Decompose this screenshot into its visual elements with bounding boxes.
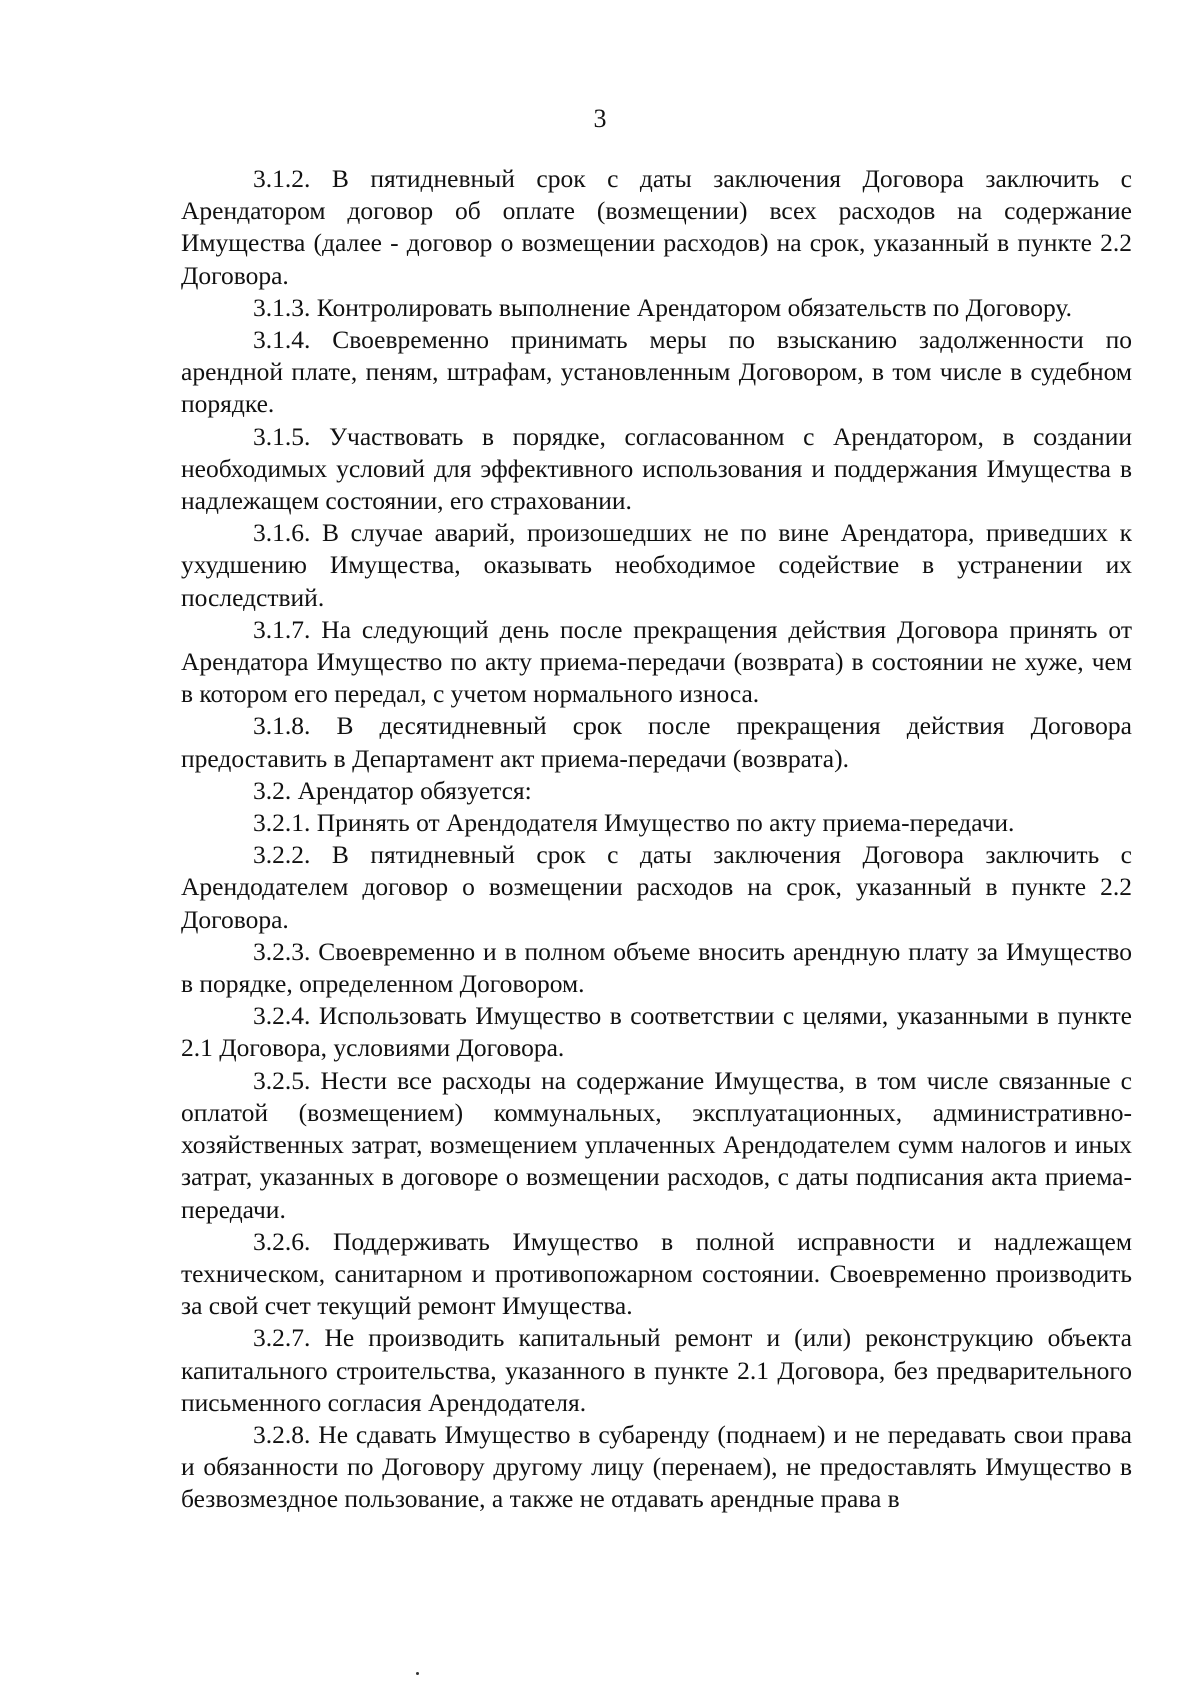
paragraph-3-2-2: 3.2.2. В пятидневный срок с даты заключения Договора заключить с Арендодателем договор о возмещении расходов на срок, указанный в пункте 2.2 Договора.	[181, 840, 1132, 934]
paragraph-3-2: 3.2. Арендатор обязуется:	[253, 775, 532, 805]
paragraph-3-1-2: 3.1.2. В пятидневный срок с даты заключения Договора заключить с Арендатором договор об оплате (возмещении) всех расходов на содержание Имущества (далее - договор о возмещении расходов) на срок, указанный в пункте 2.2 Договора.	[181, 164, 1132, 290]
paragraph-3-1-4: 3.1.4. Своевременно принимать меры по взысканию задолженности по арендной плате, пеням, штрафам, установленным Договором, в том числе в судебном порядке.	[181, 325, 1132, 419]
paragraph-3-2-7: 3.2.7. Не производить капитальный ремонт и (или) реконструкцию объекта капитального строительства, указанного в пункте 2.1 Договора, без предварительного письменного согласия Арендодателя.	[181, 1323, 1132, 1417]
page-number: 3	[593, 104, 607, 133]
paragraph-3-1-8: 3.1.8. В десятидневный срок после прекращения действия Договора предоставить в Департамент акт приема-передачи (возврата).	[181, 711, 1132, 773]
paragraph-3-1-7: 3.1.7. На следующий день после прекращения действия Договора принять от Арендатора Имущество по акту приема-передачи (возврата) в состоянии не хуже, чем в котором его передал, с учетом нормального износа.	[181, 614, 1132, 709]
scan-speck	[416, 1672, 419, 1675]
paragraph-3-2-3: 3.2.3. Своевременно и в полном объеме вносить арендную плату за Имущество в порядке, определенном Договором.	[181, 936, 1132, 999]
paragraph-3-2-1: 3.2.1. Принять от Арендодателя Имущество по акту приема-передачи.	[253, 808, 1015, 838]
paragraph-3-1-5: 3.1.5. Участвовать в порядке, согласованном с Арендатором, в создании необходимых условий для эффективного использования и поддержания Имущества в надлежащем состоянии, его страховании.	[181, 421, 1132, 516]
paragraph-3-2-6: 3.2.6. Поддерживать Имущество в полной исправности и надлежащем техническом, санитарном и противопожарном состоянии. Своевременно производить за свой счет текущий ремонт Имущества.	[181, 1226, 1132, 1321]
paragraph-3-2-4: 3.2.4. Использовать Имущество в соответствии с целями, указанными в пункте 2.1 Договора, условиями Договора.	[181, 1001, 1132, 1063]
paragraph-3-1-3: 3.1.3. Контролировать выполнение Арендатором обязательств по Договору.	[253, 292, 1072, 322]
paragraph-3-2-5: 3.2.5. Нести все расходы на содержание Имущества, в том числе связанные с оплатой (возмещением) коммунальных, эксплуатационных, административно-хозяйственных затрат, возмещением уплаченных Арендодателем сумм налогов и иных затрат, указанных в договоре о возмещении расходов, с даты подписания акта приема-передачи.	[181, 1065, 1132, 1224]
paragraph-3-2-8: 3.2.8. Не сдавать Имущество в субаренду (поднаем) и не передавать свои права и обязанности по Договору другому лицу (перенаем), не предоставлять Имущество в безвозмездное пользование, а также не отдавать арендные права в	[181, 1419, 1132, 1514]
paragraph-3-1-6: 3.1.6. В случае аварий, произошедших не по вине Арендатора, приведших к ухудшению Имущества, оказывать необходимое содействие в устранении их последствий.	[181, 518, 1132, 612]
document-body	[181, 163, 1132, 1516]
